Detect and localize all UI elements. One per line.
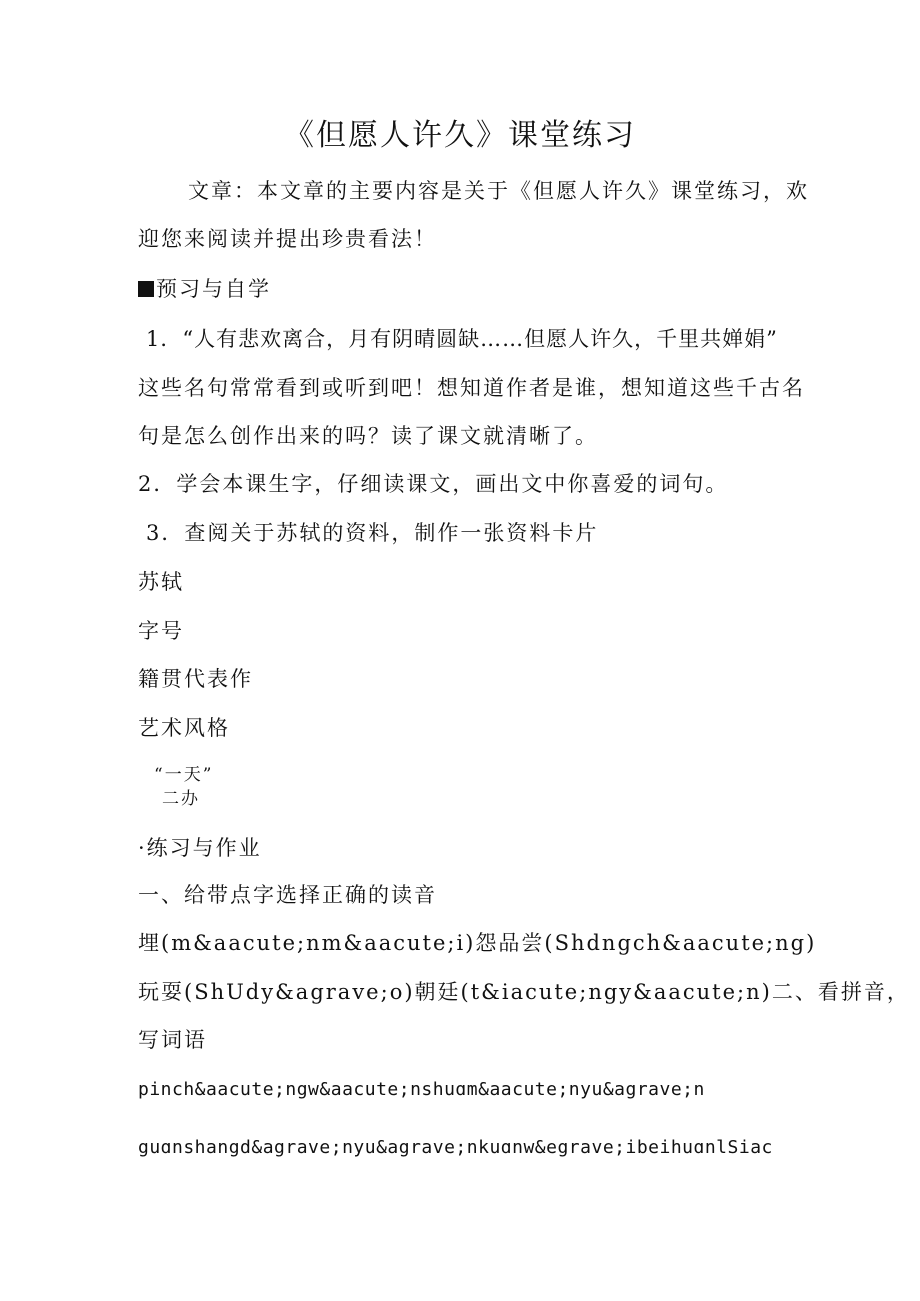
question-1-title: 一、给带点字选择正确的读音 [138,883,437,907]
card-name: 苏轼 [138,570,184,594]
question-1-line-1-text: 埋(m&aacute;nm&aacute;i)怨品尝(Shdngch&aacute;ng) [138,931,817,955]
question-1-line-2: 玩耍(ShUdy&agrave;o)朝廷(t&iacute;ngy&aacute;n)二、看拼音， [138,980,910,1004]
section-preview-heading [138,275,271,303]
square-bullet-icon [138,281,154,297]
card-zihao: 字号 [138,619,184,643]
item-1-line-2: 这些名句常常看到或听到吧！想知道作者是谁，想知道这些千古名 [138,376,805,400]
section-practice-title: ·练习与作业 [138,836,262,860]
pinyin-line-2: guɑnshangd&agrave;nyu&agrave;nkuɑnw&egrave;ibeihuɑnlSiac [138,1137,773,1158]
note-1: “一天” [154,765,214,785]
item-1-line-1: 1．“人有悲欢离合，月有阴晴圆缺……但愿人许久，千里共婵娟” [146,327,778,351]
page-title: 《但愿人许久》课堂练习 [284,118,636,153]
card-jiguan: 籍贯代表作 [138,667,253,691]
card-style: 艺术风格 [138,716,230,740]
item-3: 3．查阅关于苏轼的资料，制作一张资料卡片 [146,521,599,545]
question-1-line-1 [138,929,816,957]
section-preview-title: 预习与自学 [156,277,271,301]
intro-line-2: 迎您来阅读并提出珍贵看法！ [138,227,437,251]
pinyin-line-1: pinch&aacute;ngw&aacute;nshuɑm&aacute;nyu&agrave;n [138,1079,705,1100]
item-1-line-3: 句是怎么创作出来的吗？读了课文就清晰了。 [138,424,598,448]
question-2-line: 写词语 [138,1028,207,1052]
intro-line-1: 文章：本文章的主要内容是关于《但愿人许久》课堂练习，欢 [188,179,809,203]
note-2: 二办 [162,789,200,809]
item-2: 2．学会本课生字，仔细读课文，画出文中你喜爱的词句。 [138,472,729,496]
